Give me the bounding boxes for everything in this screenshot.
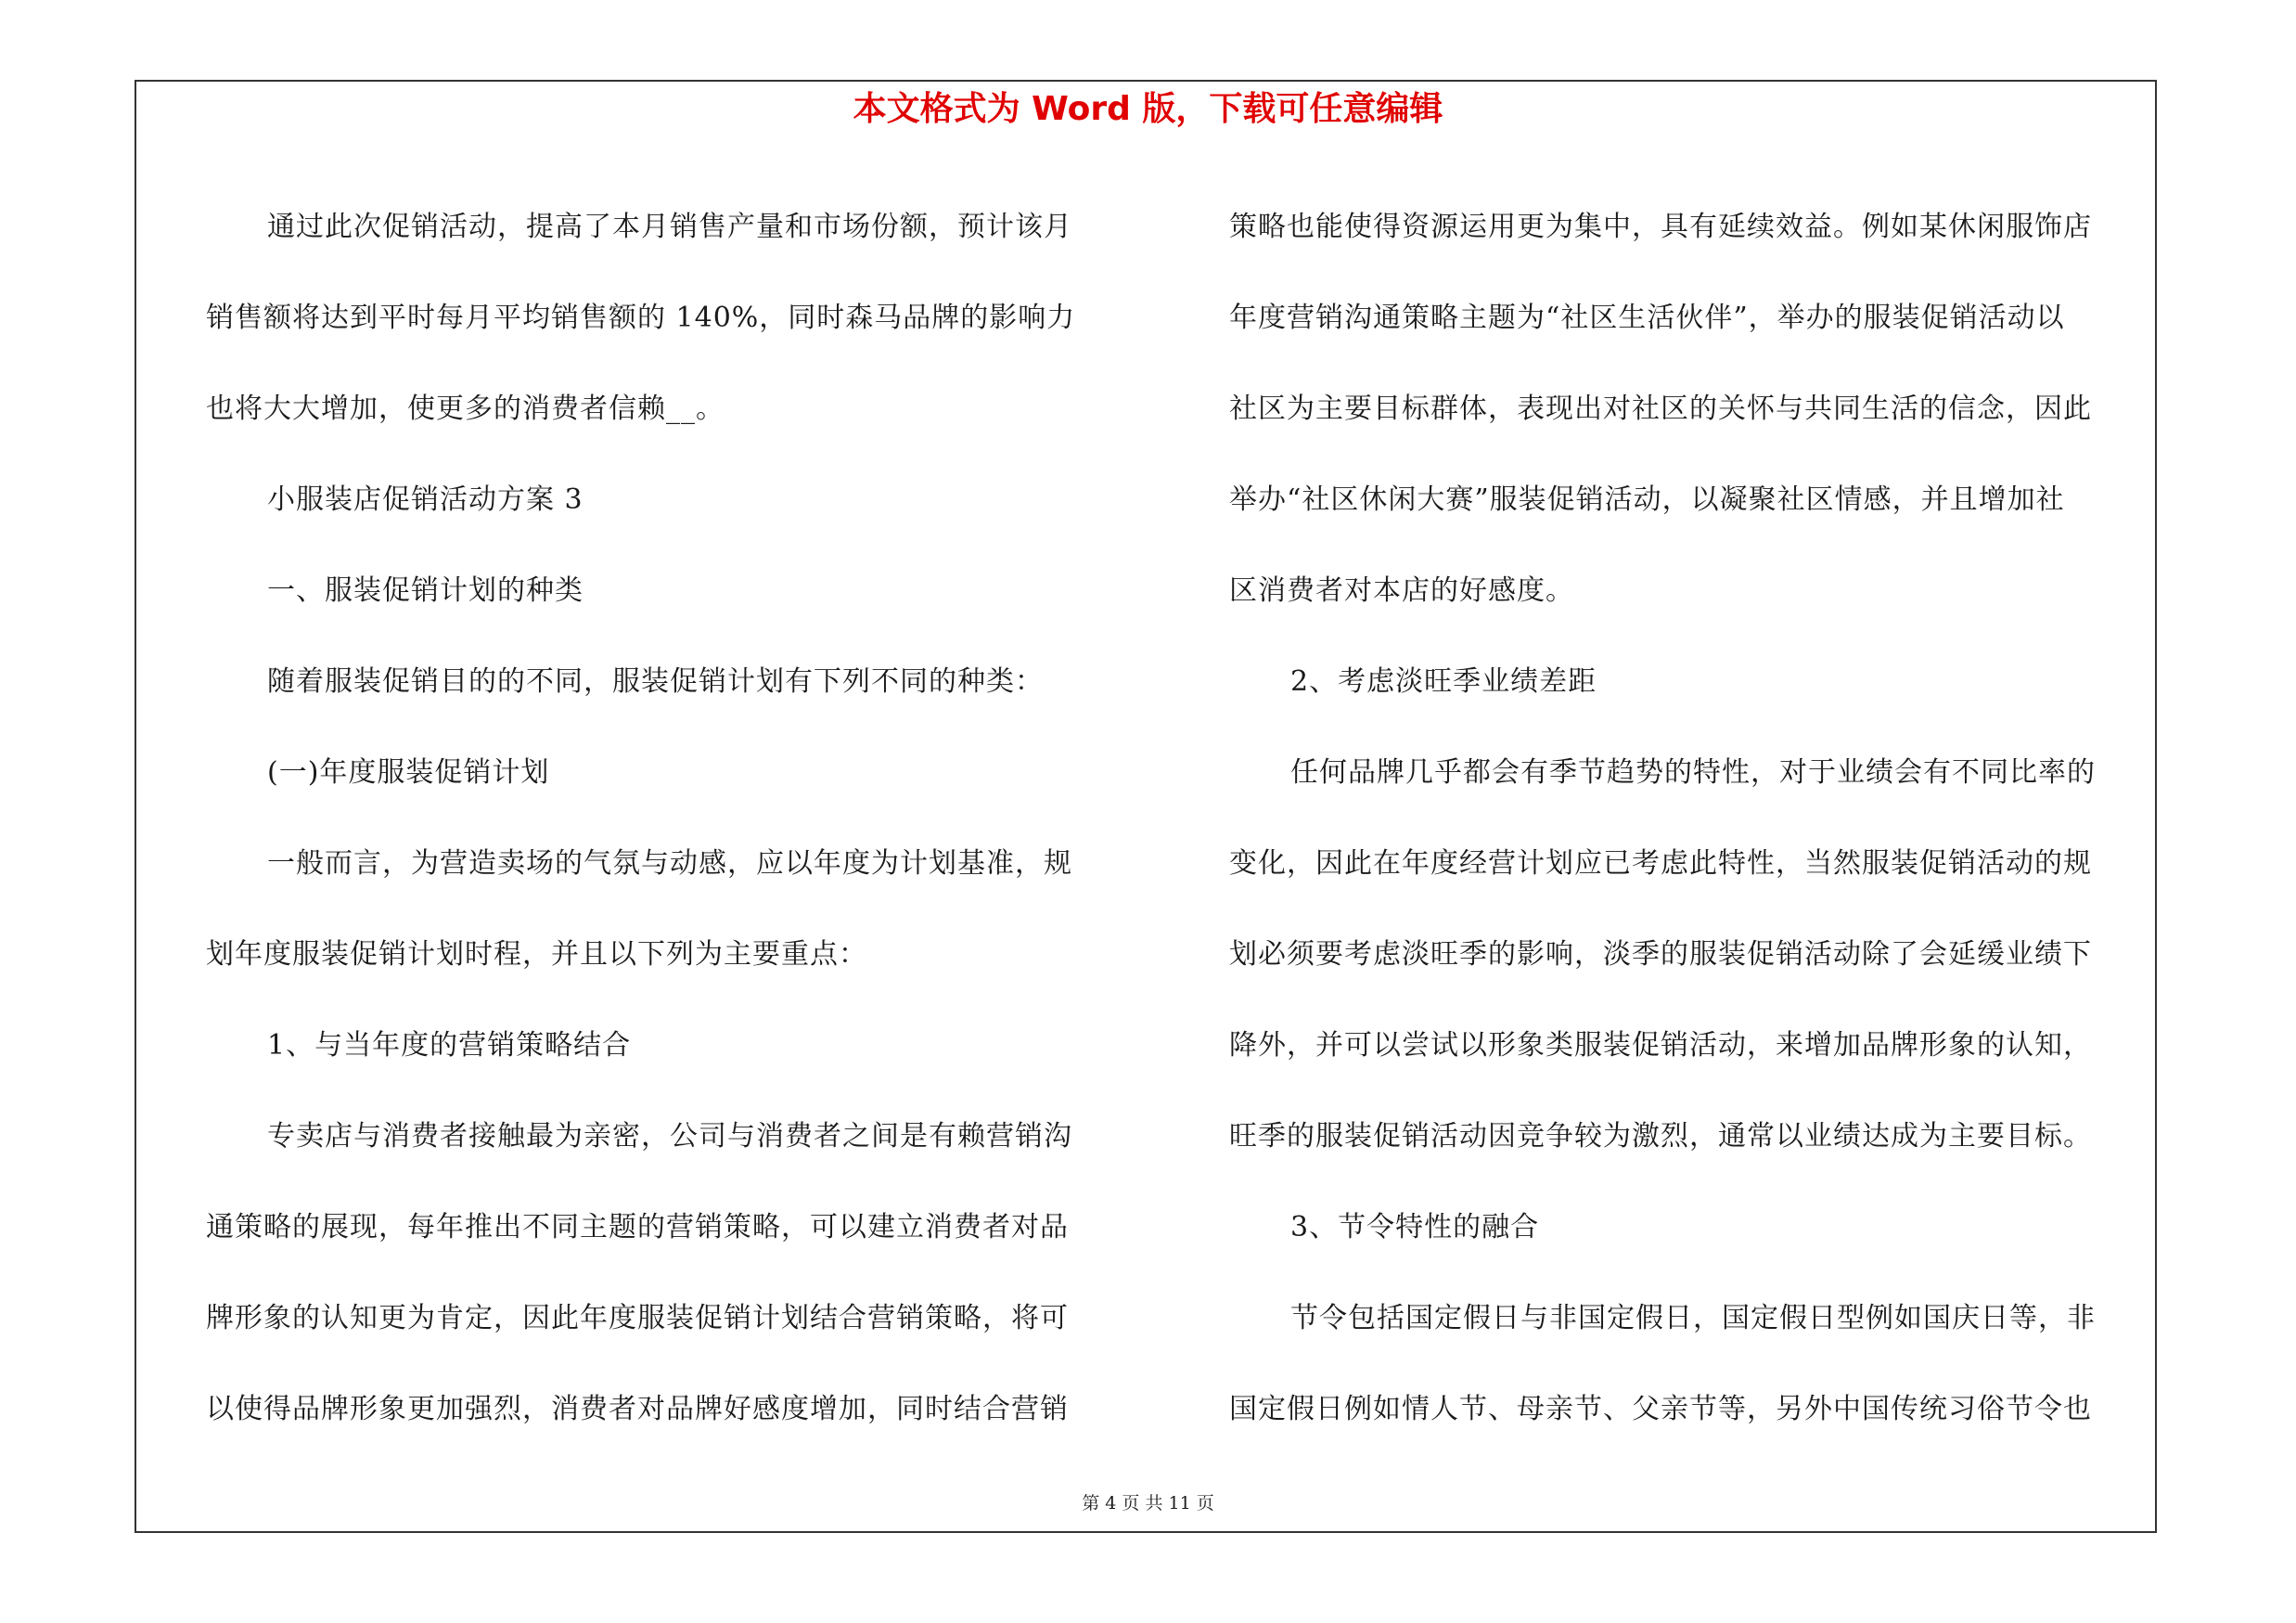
paragraph-line: 社区为主要目标群体，表现出对社区的关怀与共同生活的信念，因此 xyxy=(1229,393,2092,425)
paragraph-line: 划必须要考虑淡旺季的影响，淡季的服装促销活动除了会延缓业绩下 xyxy=(1229,938,2092,971)
paragraph-line: 国定假日例如情人节、母亲节、父亲节等，另外中国传统习俗节令也 xyxy=(1229,1393,2092,1425)
paragraph-line: 变化，因此在年度经营计划应已考虑此特性，当然服装促销活动的规 xyxy=(1229,847,2092,880)
paragraph-line: (一)年度服装促销计划 xyxy=(267,756,550,789)
paragraph-line: 销售额将达到平时每月平均销售额的 140%，同时森马品牌的影响力 xyxy=(206,302,1076,334)
format-banner: 本文格式为 Word 版，下载可任意编辑 xyxy=(853,90,1443,128)
paragraph-line: 也将大大增加，使更多的消费者信赖__。 xyxy=(206,393,725,425)
paragraph-line: 划年度服装促销计划时程，并且以下列为主要重点： xyxy=(206,938,867,971)
paragraph-line: 通策略的展现，每年推出不同主题的营销策略，可以建立消费者对品 xyxy=(206,1211,1069,1243)
paragraph-line: 3、节令特性的融合 xyxy=(1290,1211,1540,1243)
paragraph-line: 举办“社区休闲大赛”服装促销活动，以凝聚社区情感，并且增加社 xyxy=(1229,483,2065,516)
paragraph-line: 以使得品牌形象更加强烈，消费者对品牌好感度增加，同时结合营销 xyxy=(206,1393,1069,1425)
paragraph-line: 策略也能使得资源运用更为集中，具有延续效益。例如某休闲服饰店 xyxy=(1229,211,2092,243)
paragraph-line: 区消费者对本店的好感度。 xyxy=(1229,574,1574,607)
paragraph-line: 降外，并可以尝试以形象类服装促销活动，来增加品牌形象的认知， xyxy=(1229,1029,2092,1062)
paragraph-line: 小服装店促销活动方案 3 xyxy=(267,483,584,516)
paragraph-line: 1、与当年度的营销策略结合 xyxy=(267,1029,632,1062)
paragraph-line: 随着服装促销目的的不同，服装促销计划有下列不同的种类： xyxy=(267,665,1044,698)
paragraph-line: 任何品牌几乎都会有季节趋势的特性，对于业绩会有不同比率的 xyxy=(1290,756,2096,789)
paragraph-line: 通过此次促销活动，提高了本月销售产量和市场份额，预计该月 xyxy=(267,211,1072,243)
paragraph-line: 专卖店与消费者接触最为亲密，公司与消费者之间是有赖营销沟 xyxy=(267,1120,1072,1153)
paragraph-line: 2、考虑淡旺季业绩差距 xyxy=(1290,665,1597,698)
paragraph-line: 年度营销沟通策略主题为“社区生活伙伴”，举办的服装促销活动以 xyxy=(1229,302,2065,334)
left-column xyxy=(206,182,1124,1455)
paragraph-line: 节令包括国定假日与非国定假日，国定假日型例如国庆日等，非 xyxy=(1290,1302,2096,1334)
paragraph-line: 一般而言，为营造卖场的气氛与动感，应以年度为计划基准，规 xyxy=(267,847,1072,880)
right-column xyxy=(1229,182,2148,1455)
paragraph-line: 牌形象的认知更为肯定，因此年度服装促销计划结合营销策略，将可 xyxy=(206,1302,1069,1334)
page-number-footer: 第 4 页 共 11 页 xyxy=(1082,1493,1214,1514)
paragraph-line: 旺季的服装促销活动因竞争较为激烈，通常以业绩达成为主要目标。 xyxy=(1229,1120,2092,1153)
paragraph-line: 一、服装促销计划的种类 xyxy=(267,574,584,607)
